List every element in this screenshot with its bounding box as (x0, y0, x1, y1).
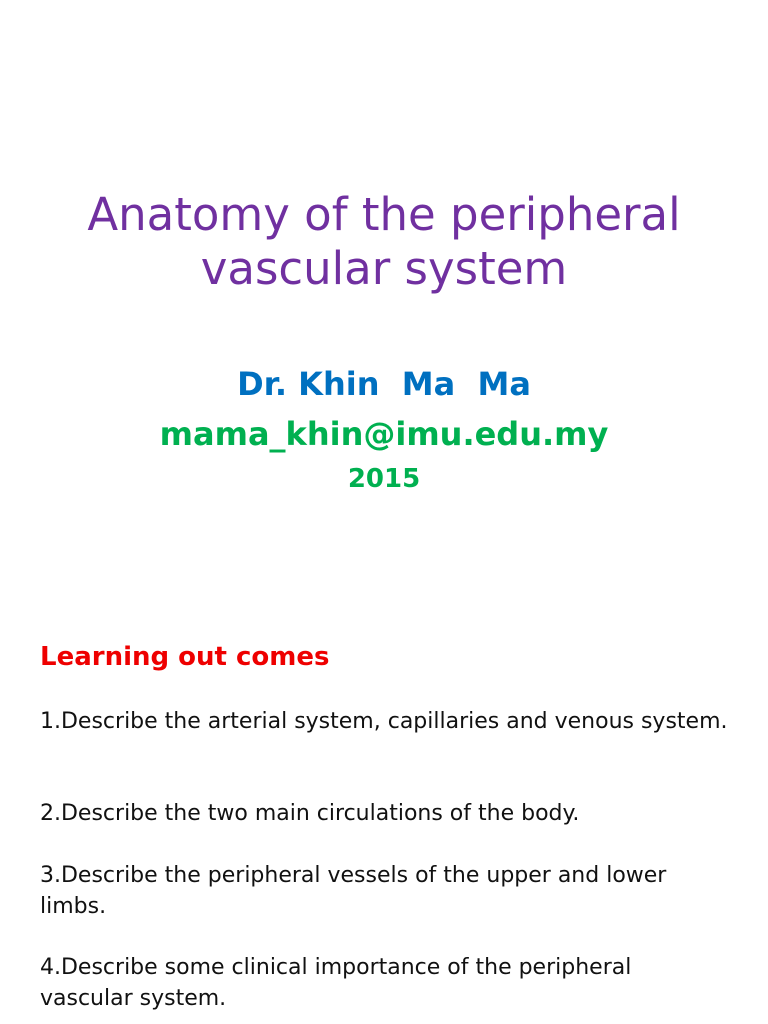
slide-title-line-1: Anatomy of the peripheral (87, 188, 681, 241)
learning-outcome-item: 4.Describe some clinical importance of the peripheral vascular system. (40, 955, 632, 1011)
learning-outcome-item: 1.Describe the arterial system, capillaries and venous system. (40, 709, 728, 734)
year: 2015 (347, 464, 421, 494)
slide-title-line-2: vascular system (200, 242, 568, 295)
author-email: mama_khin@imu.edu.my (159, 415, 609, 453)
slide-title (0, 188, 768, 296)
learning-outcome-item: 3.Describe the peripheral vessels of the upper and lower limbs. (40, 863, 667, 919)
learning-outcome-item: 2.Describe the two main circulations of the body. (40, 801, 580, 826)
author-name: Dr. Khin Ma Ma (237, 365, 531, 403)
learning-outcomes-heading: Learning out comes (40, 642, 330, 672)
